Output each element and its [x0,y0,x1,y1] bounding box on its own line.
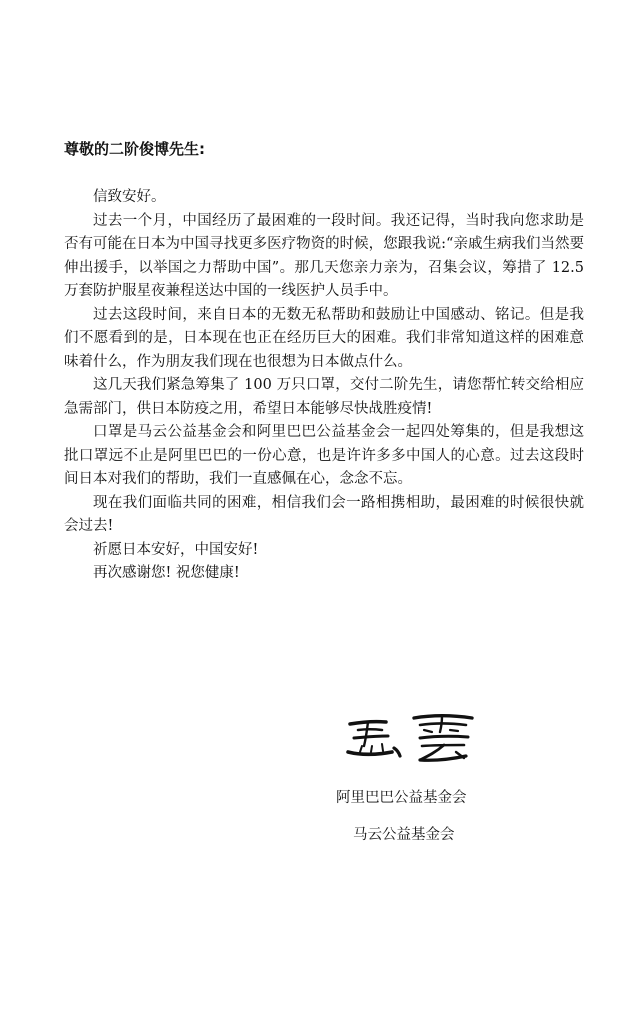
letter-body [64,138,584,586]
paragraph-thanks: 再次感谢您! 祝您健康! [93,565,240,581]
signatory-alibaba-foundation: 阿里巴巴公益基金会 [336,790,467,806]
paragraph-past-month: 过去一个月，中国经历了最困难的一段时间。我还记得，当时我向您求助是否有可能在日本为中国寻找更多医疗物资的时候，您跟我说:“亲戚生病我们当然要伸出援手，以举国之力帮助中国”。那几天您亲力亲为，召集会议，筹措了 12.5 万套防护服星夜兼程送达中国的一线医护人员手中。 [64,212,584,299]
signatory-jack-ma-foundation: 马云公益基金会 [353,827,455,843]
salutation: 尊敬的二阶俊博先生: [64,140,205,158]
paragraph-greeting: 信致安好。 [93,189,166,205]
handwritten-signature [340,708,480,768]
paragraph-common-difficulty: 现在我们面临共同的困难，相信我们会一路相携相助，最困难的时候很快就会过去! [64,494,584,534]
paragraph-wish: 祈愿日本安好，中国安好! [93,541,259,558]
paragraph-japan-help: 过去这段时间，来自日本的无数无私帮助和鼓励让中国感动、铭记。但是我们不愿看到的是，日本现在也正在经历巨大的困难。我们非常知道这样的困难意味着什么，作为朋友我们现在也很想为日本做点什么。 [64,306,584,370]
paragraph-masks: 这几天我们紧急筹集了 100 万只口罩，交付二阶先生，请您帮忙转交给相应急需部门，供日本防疫之用，希望日本能够尽快战胜疫情! [64,377,584,417]
paragraph-mask-source: 口罩是马云公益基金会和阿里巴巴公益基金会一起四处筹集的，但是我想这批口罩远不止是阿里巴巴的一份心意，也是许许多多中国人的心意。过去这段时间日本对我们的帮助，我们一直感佩在心，念念不忘。 [64,424,584,487]
signature-image [340,708,480,768]
